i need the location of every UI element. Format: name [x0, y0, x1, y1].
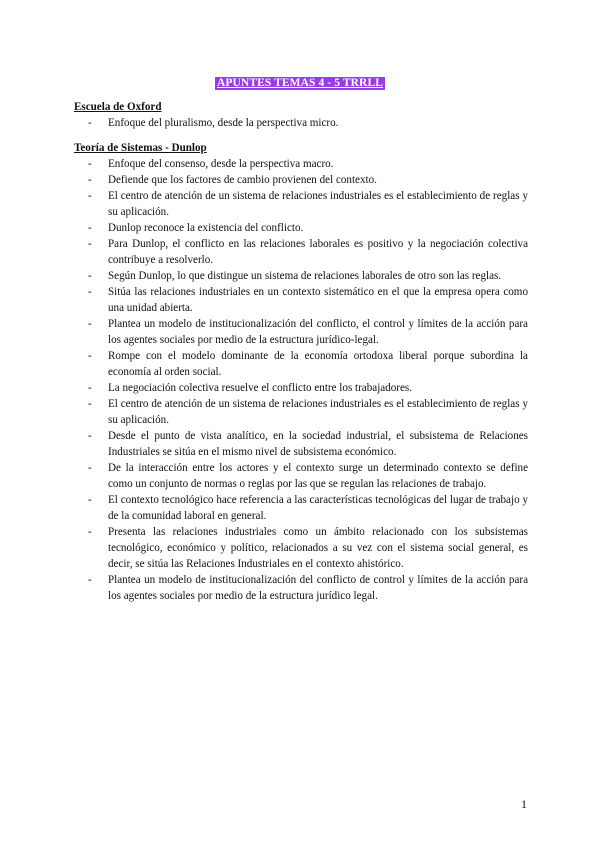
- dash-bullet: -: [88, 117, 92, 129]
- section-oxford: [74, 99, 528, 131]
- list-item-text: El centro de atención de un sistema de relaciones industriales es el establecimiento de reglas y su aplicación.: [108, 190, 528, 218]
- section-dunlop: [74, 140, 528, 604]
- list-item-text: Para Dunlop, el conflicto en las relaciones laborales es positivo y la negociación colectiva contribuye a resolverlo.: [108, 238, 528, 266]
- list-item-text: Enfoque del consenso, desde la perspectiva macro.: [108, 158, 334, 170]
- list-item: [74, 380, 528, 396]
- list-item: [74, 236, 528, 268]
- list-item: [74, 268, 528, 284]
- list-item-text: De la interacción entre los actores y el contexto surge un determinado contexto se define como un conjunto de normas o reglas por las que se regulan las relaciones de trabajo.: [108, 462, 528, 490]
- list-item-text: Plantea un modelo de institucionalización del conflicto, el control y límites de la acción para los agentes sociales por medio de la estructura jurídico-legal.: [108, 318, 528, 346]
- list-item: [74, 492, 528, 524]
- document-body: [74, 99, 528, 604]
- list-item-text: El centro de atención de un sistema de relaciones industriales es el establecimiento de reglas y su aplicación.: [108, 398, 528, 426]
- list-item-text: Plantea un modelo de institucionalización del conflicto de control y límites de la acción para los agentes sociales por medio de la estructura jurídico legal.: [108, 574, 528, 602]
- list-item-text: Rompe con el modelo dominante de la economía ortodoxa liberal porque subordina la economía al orden social.: [108, 350, 528, 378]
- list-item-text: La negociación colectiva resuelve el conflicto entre los trabajadores.: [108, 382, 413, 394]
- dash-bullet: -: [88, 382, 92, 394]
- dash-bullet: -: [88, 222, 92, 234]
- dash-bullet: -: [88, 462, 92, 474]
- list-item-text: El contexto tecnológico hace referencia a las características tecnológicas del lugar de trabajo y de la comunidad laboral en general.: [108, 494, 528, 522]
- dash-bullet: -: [88, 350, 92, 362]
- title-wrapper: [0, 73, 600, 91]
- list-item-text: Defiende que los factores de cambio provienen del contexto.: [108, 174, 377, 186]
- dash-bullet: -: [88, 270, 92, 282]
- list-item-text: Presenta las relaciones industriales como un ámbito relacionado con los subsistemas tecnológico, económico y político, relacionados a su vez con el sistema social general, es decir, se sitúa las Relaciones Industriales en el contexto ahistórico.: [108, 526, 528, 570]
- list-item: [74, 572, 528, 604]
- list-item: [74, 220, 528, 236]
- document-title: APUNTES TEMAS 4 - 5 TRRLL: [217, 77, 383, 89]
- list-item: [74, 316, 528, 348]
- dash-bullet: -: [88, 574, 92, 586]
- page-number: 1: [521, 797, 527, 811]
- list-item-text: Según Dunlop, lo que distingue un sistema de relaciones laborales de otro son las reglas.: [108, 270, 502, 282]
- dash-bullet: -: [88, 430, 92, 442]
- list-item: [74, 284, 528, 316]
- list-item-text: Dunlop reconoce la existencia del conflicto.: [108, 222, 304, 234]
- bullet-list: [74, 115, 528, 131]
- dash-bullet: -: [88, 494, 92, 506]
- section-spacer: [74, 131, 528, 140]
- list-item: [74, 428, 528, 460]
- section-heading: Escuela de Oxford: [74, 101, 162, 113]
- dash-bullet: -: [88, 398, 92, 410]
- list-item: [74, 156, 528, 172]
- dash-bullet: -: [88, 190, 92, 202]
- list-item: [74, 172, 528, 188]
- list-item: [74, 348, 528, 380]
- list-item: [74, 188, 528, 220]
- dash-bullet: -: [88, 238, 92, 250]
- dash-bullet: -: [88, 174, 92, 186]
- dash-bullet: -: [88, 158, 92, 170]
- dash-bullet: -: [88, 286, 92, 298]
- dash-bullet: -: [88, 318, 92, 330]
- list-item: [74, 524, 528, 572]
- list-item-text: Desde el punto de vista analítico, en la sociedad industrial, el subsistema de Relaciones Industriales se sitúa en el mismo nivel de subsistema económico.: [108, 430, 528, 458]
- list-item: [74, 396, 528, 428]
- list-item: [74, 115, 528, 131]
- dash-bullet: -: [88, 526, 92, 538]
- bullet-list: [74, 156, 528, 604]
- section-heading: Teoría de Sistemas - Dunlop: [74, 142, 207, 154]
- list-item-text: Sitúa las relaciones industriales en un contexto sistemático en el que la empresa opera como una unidad abierta.: [108, 286, 528, 314]
- list-item: [74, 460, 528, 492]
- list-item-text: Enfoque del pluralismo, desde la perspectiva micro.: [108, 117, 339, 129]
